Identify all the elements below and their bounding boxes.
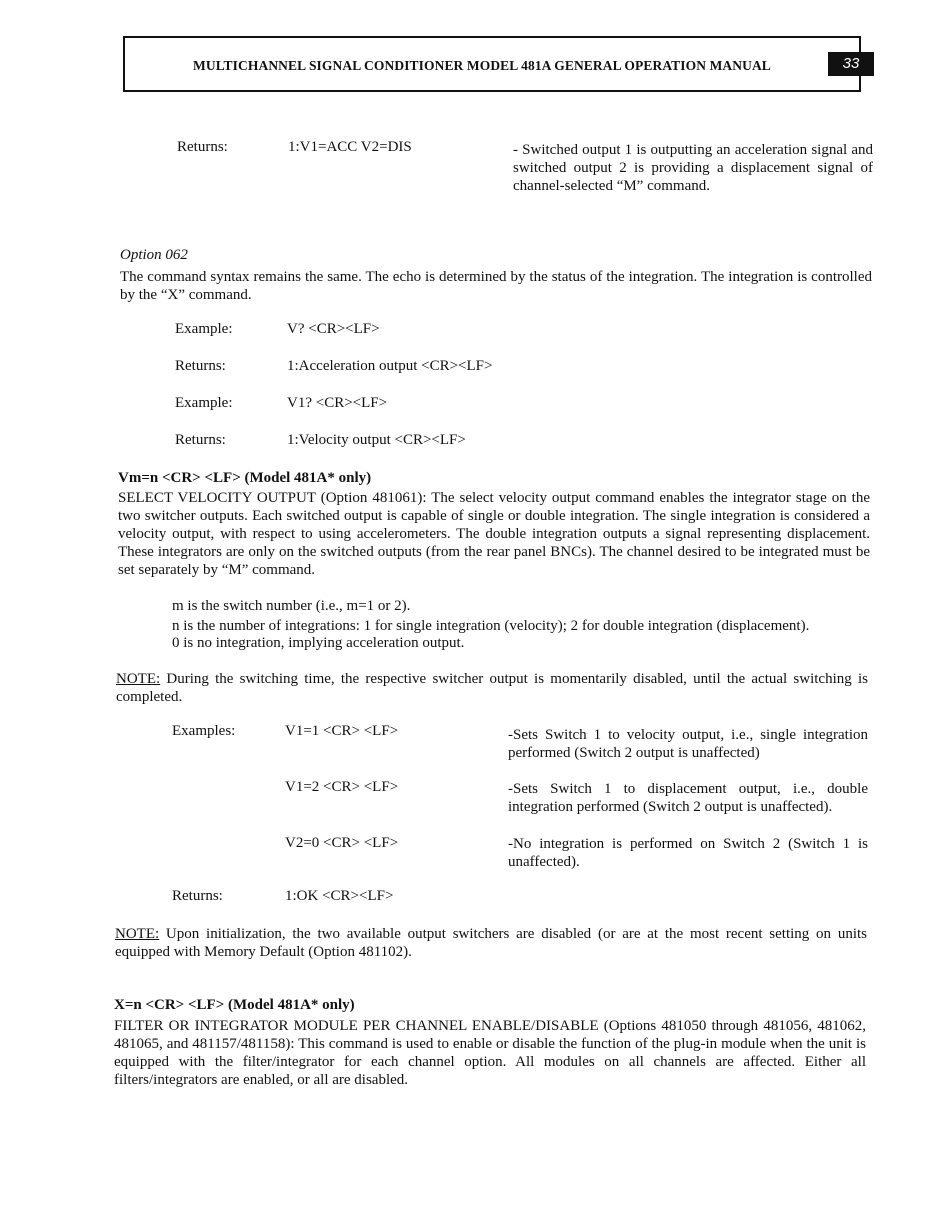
option-062-heading: Option 062 [120, 247, 188, 263]
returns-label: Returns: [175, 358, 226, 374]
example-description: -Sets Switch 1 to displacement output, i.e., double integration performed (Switch 2 output is unaffected). [508, 781, 868, 815]
example-value: V? <CR><LF> [287, 321, 380, 337]
returns-label: Returns: [175, 432, 226, 448]
returns-value: 1:V1=ACC V2=DIS [288, 139, 412, 155]
returns-label: Returns: [172, 888, 223, 904]
returns-description: - Switched output 1 is outputting an acceleration signal and switched output 2 is providing a displacement signal of channel-selected “M” command. [513, 142, 873, 194]
page-header-title: MULTICHANNEL SIGNAL CONDITIONER MODEL 481A GENERAL OPERATION MANUAL [193, 58, 771, 73]
definition-line: n is the number of integrations: 1 for single integration (velocity); 2 for double integration (displacement). [172, 618, 810, 634]
returns-value: 1:Acceleration output <CR><LF> [287, 358, 493, 374]
x-command-heading: X=n <CR> <LF> (Model 481A* only) [114, 997, 355, 1013]
returns-value: 1:OK <CR><LF> [285, 888, 394, 904]
returns-value: 1:Velocity output <CR><LF> [287, 432, 466, 448]
example-command: V1=2 <CR> <LF> [285, 779, 399, 795]
option-062-body: The command syntax remains the same. The echo is determined by the status of the integration. The integration is controlled by the “X” command. [120, 269, 872, 303]
x-command-body: FILTER OR INTEGRATOR MODULE PER CHANNEL ENABLE/DISABLE (Options 481050 through 481056, 481062, 481065, and 481157/481158): This command is used to enable or disable the function of the plug-in module when the unit is equipped with the filter/integrator for each channel option. All modules on all channels are affected. Either all filters/integrators are enabled, or all are disabled. [114, 1018, 866, 1088]
example-label: Example: [175, 395, 233, 411]
note-text: Upon initialization, the two available output switchers are disabled (or are at the most recent setting on units equipped with Memory Default (Option 481102). [115, 926, 867, 960]
definition-line: 0 is no integration, implying acceleration output. [172, 635, 465, 651]
note-label: NOTE: [116, 671, 161, 687]
example-value: V1? <CR><LF> [287, 395, 388, 411]
example-description: -Sets Switch 1 to velocity output, i.e., single integration performed (Switch 2 output is unaffected) [508, 727, 868, 761]
examples-label: Examples: [172, 723, 236, 739]
note-text: During the switching time, the respective switcher output is momentarily disabled, until the actual switching is completed. [116, 671, 868, 705]
note-paragraph [115, 925, 867, 961]
example-label: Example: [175, 321, 233, 337]
vm-command-heading: Vm=n <CR> <LF> (Model 481A* only) [118, 470, 372, 486]
note-label: NOTE: [115, 926, 160, 942]
vm-command-body: SELECT VELOCITY OUTPUT (Option 481061): The select velocity output command enables the integrator stage on the two switcher outputs. Each switched output is capable of single or double integration. The single integration is considered a velocity output, with respect to using accelerometers. The double integration outputs a signal representing displacement. These integrators are only on the switched outputs (from the rear panel BNCs). The channel desired to be integrated must be set separately by “M” command. [118, 490, 870, 578]
note-paragraph [116, 670, 868, 706]
definition-line: m is the switch number (i.e., m=1 or 2). [172, 598, 411, 614]
returns-label: Returns: [177, 139, 228, 155]
example-command: V1=1 <CR> <LF> [285, 723, 399, 739]
page-number: 33 [828, 52, 874, 76]
example-description: -No integration is performed on Switch 2 (Switch 1 is unaffected). [508, 836, 868, 870]
example-command: V2=0 <CR> <LF> [285, 835, 399, 851]
